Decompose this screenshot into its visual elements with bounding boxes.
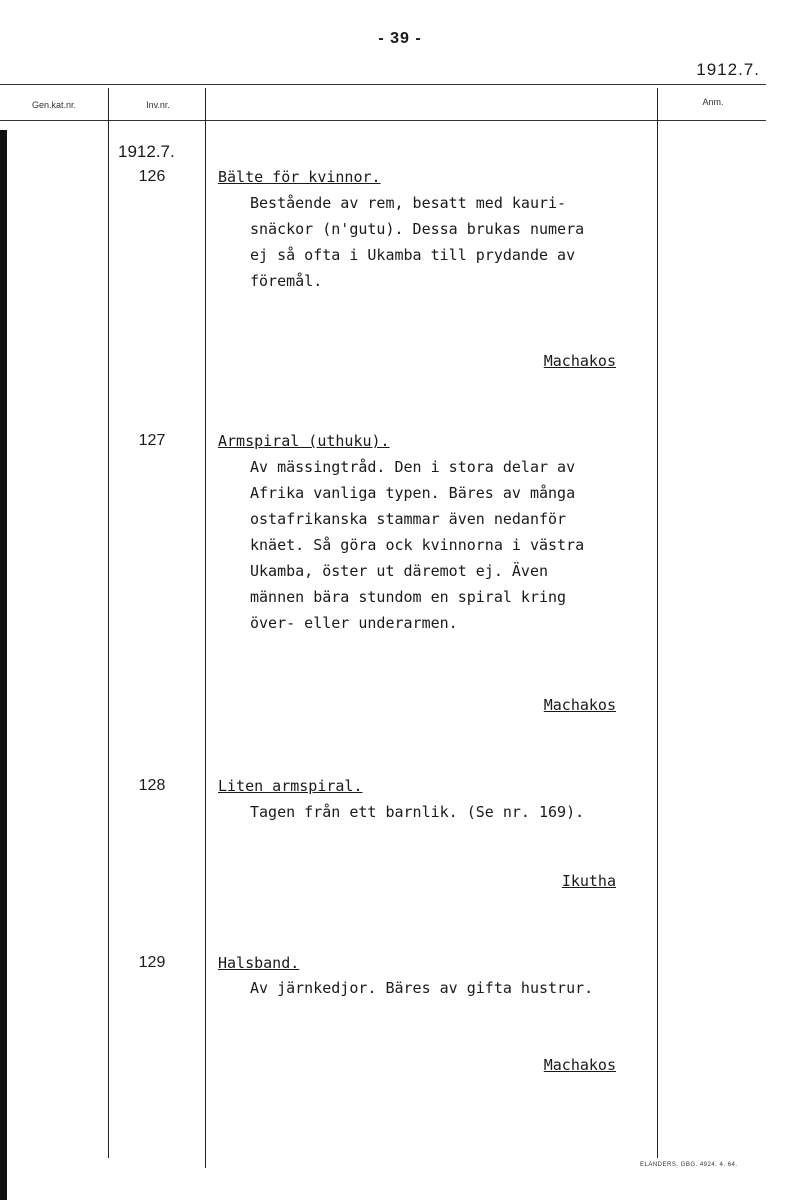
description-line: snäckor (n'gutu). Dessa brukas numera [250,220,585,238]
description-line: knäet. Så göra ock kvinnorna i västra [250,536,585,554]
entry-location: Machakos [543,1056,616,1074]
description-line: föremål. [250,272,323,290]
description-line: Av järnkedjor. Bäres av gifta hustrur. [250,979,594,997]
entry-title: Liten armspiral. [218,777,363,795]
catalog-reference: 1912.7. [118,142,175,161]
scan-edge-shadow [0,130,7,1200]
entry-location: Machakos [543,352,616,370]
inventory-number: 126 [138,168,166,185]
entry-description [250,975,593,1001]
page-number: - 39 - [378,30,422,47]
description-line: Av mässingtråd. Den i stora delar av [250,458,576,476]
description-line: Tagen från ett barnlik. (Se nr. 169). [250,803,585,821]
header-rule-top [0,84,766,85]
collection-id: 1912.7. [696,60,760,79]
inventory-number: 128 [138,777,166,794]
entry-title: Bälte för kvinnor. [218,168,381,186]
description-line: Ukamba, öster ut däremot ej. Även [250,562,549,580]
inventory-number: 129 [138,954,166,971]
description-line: ostafrikanska stammar även nedanför [250,510,567,528]
entry-title: Halsband. [218,954,300,972]
description-line: Afrika vanliga typen. Bäres av många [250,484,576,502]
description-line: ej så ofta i Ukamba till prydande av [250,246,576,264]
entry-description [250,799,584,825]
description-line: Bestående av rem, besatt med kauri- [250,194,567,212]
column-header-gen-kat-nr: Gen.kat.nr. [31,100,77,110]
description-line: över- eller underarmen. [250,614,458,632]
entry-description [250,190,584,294]
column-divider-1 [108,88,109,1158]
column-header-inv-nr: Inv.nr. [146,100,170,110]
header-rule-bottom [0,120,766,121]
inventory-number: 127 [138,432,166,449]
column-divider-3 [657,88,658,1158]
column-header-anm: Anm. [702,97,724,107]
printer-imprint: ELANDERS. GBG. 4924. 4. 64. [640,1162,738,1168]
entry-location: Ikutha [561,872,616,890]
entry-description [250,454,584,636]
column-divider-2 [205,88,206,1168]
entry-location: Machakos [543,696,616,714]
entry-title: Armspiral (uthuku). [218,432,390,450]
description-line: männen bära stundom en spiral kring [250,588,567,606]
